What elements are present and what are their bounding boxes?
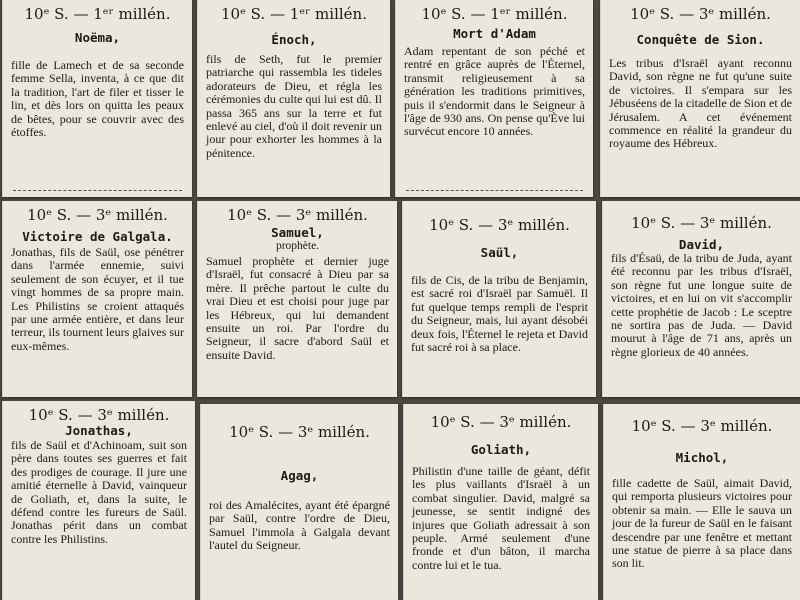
card-heading: 10ᵉ S. — 3ᵉ millén. [28, 406, 170, 424]
card-noema [2, 0, 192, 197]
card-jonathas [2, 401, 195, 600]
card-rule [406, 190, 583, 191]
card-text: roi des Amalécites, ayant été épargné par Saül, contre l'ordre de Dieu, Samuel l'immola à Galgala devant l'autel du Seigneur. [209, 498, 390, 553]
card-michol [603, 404, 800, 600]
card-title: Énoch, [271, 32, 317, 47]
card-title: Goliath, [470, 442, 532, 457]
card-heading: 10ᵉ S. — 3ᵉ millén. [227, 206, 368, 224]
card-title: Victoire de Galgala. [22, 229, 173, 244]
card-title: Samuel, [271, 225, 324, 240]
card-text: Samuel prophète et dernier juge d'Israël, fut consacré à Dieu par sa mère. Il prêche partout le culte du vrai Dieu et est choisi pour juge par les Hébreux, qui lui demandent ensuite un roi. Par l'ordre du Seigneur, il sacre d'abord Saül et ensuite David. [206, 254, 389, 362]
card-heading: 10ᵉ S. — 3ᵉ millén. [631, 417, 773, 435]
card-title: Conquête de Sion. [636, 32, 765, 47]
card-heading: 10ᵉ S. — 3ᵉ millén. [27, 206, 168, 224]
card-title: Noëma, [74, 30, 121, 45]
card-mort-adam [395, 0, 593, 197]
card-title: Saül, [480, 245, 519, 260]
card-heading: 10ᵉ S. — 3ᵉ millén. [631, 214, 772, 232]
card-text: fille cadette de Saül, aimait David, qui remporta plusieurs victoires pour obtenir sa main. — Elle le sauva un jour de la fureur de Saül en le faisant descendre par une fenêtre et mettant une statue de pierre à sa place dans son lit. [612, 476, 792, 571]
card-goliath [403, 404, 598, 600]
card-text: Philistin d'une taille de géant, défit les plus vaillants d'Israël à un combat singulier. David, malgré sa jeunesse, se sentit indigné des injures que Goliath adressait à son peuple. Armé seulement d'une fronde et d'un bâton, il marcha contre lui et le tua. [412, 464, 590, 572]
card-title: Mort d'Adam [453, 26, 536, 41]
card-enoch [197, 0, 390, 197]
card-subtitle: prophète. [275, 240, 320, 252]
card-text: Adam repentant de son péché et rentré en grâce auprès de l'Éternel, transmit religieusement à sa génération les traditions primitives, puis il s'endormit dans le Seigneur à l'âge de 930 ans. On pense qu'Ève lui survécut encore 10 années. [404, 44, 585, 139]
card-title: David, [678, 237, 725, 252]
card-text: Les tribus d'Israël ayant reconnu David, son règne ne fut qu'une suite de victoires. Il s'empara sur les Jébuséens de la citadelle de Sion et de Jérusalem. A cet événement commence en réalité la grandeur du royaume des Hébreux. [609, 56, 792, 151]
card-text: fille de Lamech et de sa seconde femme Sella, inventa, à ce que dit la tradition, l'art de filer et tisser le lin, et dès lors on quitta les peaux de bêtes, pour se couvrir avec des étoffes. [11, 58, 184, 140]
card-text: Jonathas, fils de Saül, ose pénétrer dans l'armée ennemie, suivi seulement de son écuyer, et il tue vingt hommes de sa propre main. Les Philistins se croient attaqués par une armée entière, et dans leur terreur, ils tournent leurs glaives sur eux-mêmes. [11, 245, 184, 353]
card-rule [13, 190, 182, 191]
card-title: Jonathas, [65, 423, 133, 438]
card-text: fils de Saül et d'Achinoam, suit son père dans toutes ses guerres et fait des prodiges de courage. Il jure une amitié éternelle à David, vainqueur de Goliath, et, dans la suite, le défend contre les fureurs de Saül. Jonathas périt dans un combat contre les Philistins. [11, 438, 187, 546]
card-heading: 10ᵉ S. — 3ᵉ millén. [630, 5, 771, 23]
card-heading: 10ᵉ S. — 3ᵉ millén. [429, 216, 570, 234]
card-title: Agag, [280, 468, 319, 483]
card-text: fils de Cis, de la tribu de Benjamin, est sacré roi d'Israël par Samuël. Il fut quelque temps rempli de l'esprit du Seigneur, mais, lui ayant désobéi deux fois, l'Éternel le rejeta et David fut sacré roi à sa place. [411, 273, 588, 355]
card-text: fils de Seth, fut le premier patriarche qui rassembla les tideles adorateurs de Dieu, et régla les cérémonies du culte qui lui est dû. Il passa 365 ans sur la terre et fut enlevé au ciel, d'où il doit revenir un jour pour exhorter les hommes à la pénitence. [206, 52, 382, 160]
card-title: Michol, [675, 450, 729, 465]
card-heading: 10ᵉ S. — 3ᵉ millén. [229, 423, 370, 441]
card-heading: 10ᵉ S. — 1ᵉʳ millén. [221, 5, 367, 23]
card-conquete-sion [600, 0, 800, 197]
card-heading: 10ᵉ S. — 1ᵉʳ millén. [421, 5, 568, 23]
card-heading: 10ᵉ S. — 1ᵉʳ millén. [24, 5, 171, 23]
card-samuel [197, 201, 397, 397]
card-agag [200, 404, 398, 600]
card-saul [402, 201, 596, 397]
card-david [602, 201, 800, 397]
card-text: fils d'Ésaü, de la tribu de Juda, ayant été reconnu par les tribus d'Israël, son règne fut une longue suite de victoires, et en lui on vit s'accomplir cette prophétie de Jacob : Le sceptre ne sortira pas de Juda. — David mourut à l'âge de 71 ans, après un règne glorieux de 40 années. [611, 251, 792, 359]
card-heading: 10ᵉ S. — 3ᵉ millén. [430, 413, 572, 431]
card-victoire-galgala [2, 201, 192, 397]
